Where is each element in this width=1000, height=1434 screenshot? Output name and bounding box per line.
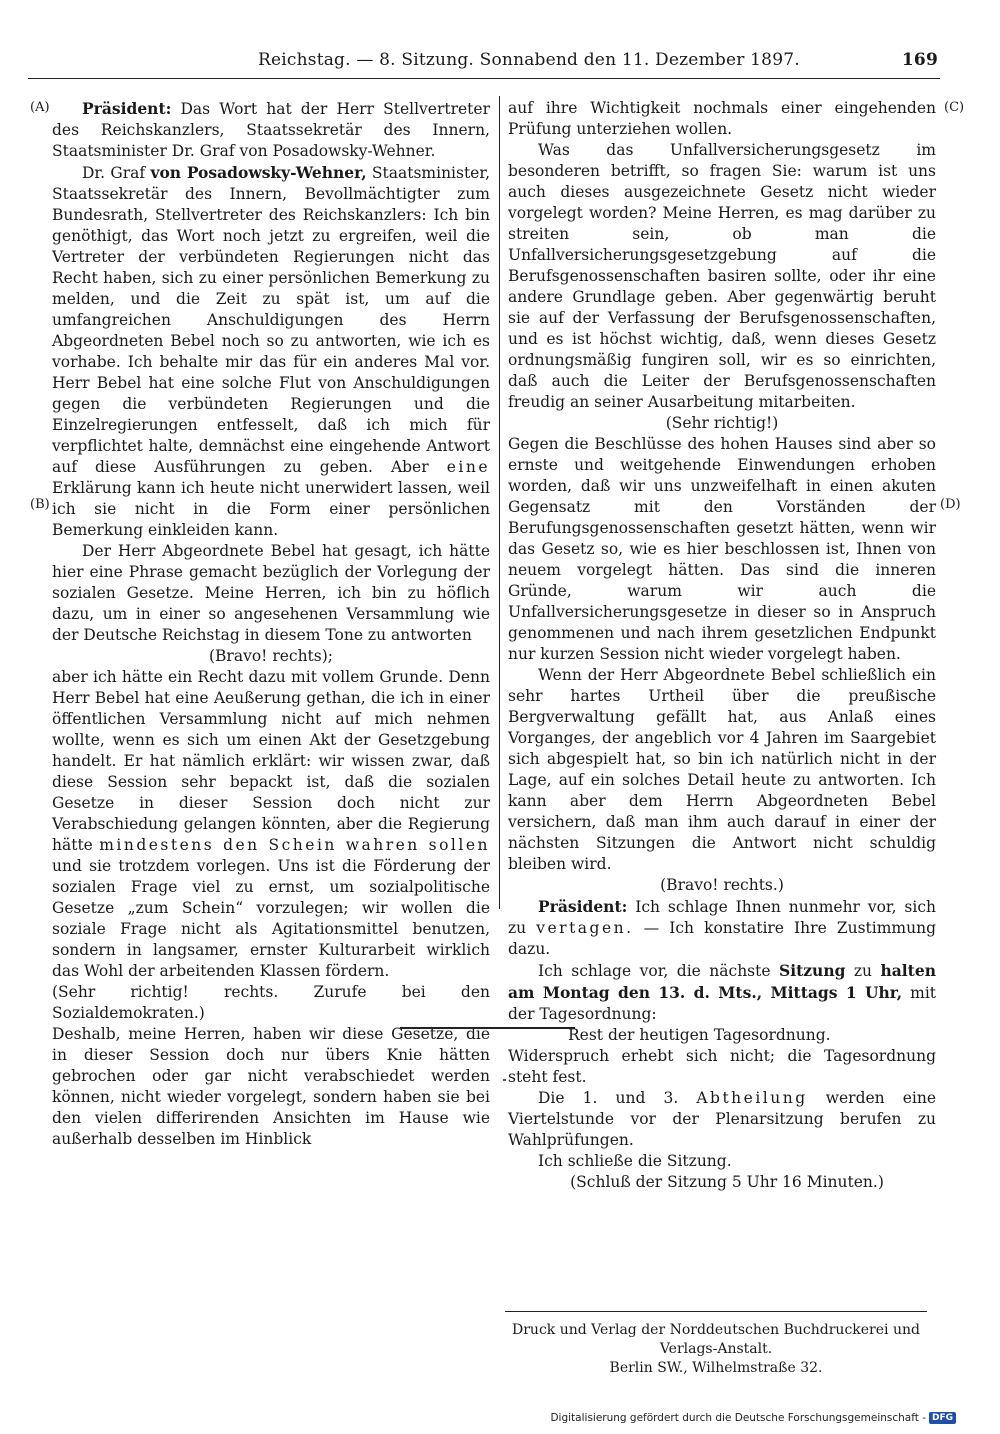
footer-text: Digitalisierung gefördert durch die Deutsche Forschungsgemeinschaft - [550,1412,926,1424]
print-speck [503,1079,506,1081]
paragraph: Die 1. und 3. Abtheilung werden eine Viertelstunde vor der Plenarsitzung berufen zu Wahlprüfungen. [508,1089,936,1149]
margin-mark-d: (D) [940,497,961,512]
column-divider [499,96,500,909]
margin-mark-a: (A) [30,100,50,115]
paragraph: Präsident: Ich schlage Ihnen nunmehr vor, sich zu vertagen. — Ich konstatire Ihre Zustimmung dazu. [508,897,937,958]
emphasis: mindestens den Schein wahren sollen [99,836,490,854]
emphasis: Abtheilung [696,1089,808,1107]
header-rule [28,78,940,79]
paragraph: auf ihre Wichtigkeit nochmals einer eingehenden Prüfung unterziehen wollen. [508,99,936,138]
paragraph: aber ich hätte ein Recht dazu mit vollem Grunde. Denn Herr Bebel hat eine Aeußerung gethan, die ich in einer öffentlichen Versammlung nicht auf mich nehmen wollte, wenn es sich um einen Akt der Gesetzgebung handelt. Er hat nämlich erklärt: wir wissen zwar, daß diese Session sehr bepackt ist, daß die sozialen Gesetze in dieser Session doch nicht zur Verabschiedung gelangen könnten, aber die Regierung hätte mindestens den Schein wahren sollen und sie trotzdem vorlegen. Uns ist die Förderung der sozialen Frage viel zu ernst, um sozialpolitische Gesetze „zum Schein“ vorzulegen; wir wollen die soziale Frage nicht als Agitationsmittel benutzen, sondern in langsamer, ernster Kulturarbeit wirklich das Wohl der arbeitenden Klassen fördern. [52,668,490,980]
running-header [258,50,938,74]
left-column [52,98,490,1150]
margin-mark-c: (C) [944,100,965,115]
interjection: (Bravo! rechts.) [660,876,784,894]
running-title: Reichstag. — 8. Sitzung. Sonnabend den 11. Dezember 1897. [258,50,800,70]
interjection: (Bravo! rechts); [208,647,334,665]
dfg-logo-icon: DFG [929,1412,956,1424]
closing-note: (Schluß der Sitzung 5 Uhr 16 Minuten.) [570,1173,884,1191]
paragraph: Widerspruch erhebt sich nicht; die Tagesordnung steht fest. [508,1047,936,1086]
page-number: 169 [901,50,938,70]
section-separator [400,1027,575,1029]
imprint-line: Berlin SW., Wilhelmstraße 32. [609,1360,823,1376]
paragraph: Der Herr Abgeordnete Bebel hat gesagt, ich hätte hier eine Phrase gemacht bezüglich der Vorlegung der sozialen Gesetze. Meine Herren, ich bin zu höflich dazu, um in einer so angesehenen Versammlung wie der Deutsche Reichstag in diesem Tone zu antworten [52,542,490,644]
interjection: (Sehr richtig! rechts. Zurufe bei den Sozialdemokraten.) [52,983,490,1022]
paragraph: Ich schlage vor, die nächste Sitzung zu halten am Montag den 13. d. Mts., Mittags 1 Uhr, mit der Tagesordnung: [508,961,937,1023]
paragraph: Deshalb, meine Herren, haben wir diese Gesetze, die in dieser Session doch nur übers Knie hätten gebrochen oder gar nicht verabschiedet werden können, nicht wieder vorgelegt, sondern haben sie bei den vielen differirenden Ansichten im Hause wie außerhalb desselben im Hinblick [52,1025,490,1148]
emphasis: eine [446,458,490,476]
emphasis: vertagen. [536,919,634,937]
speaker-name: von Posadowsky-Wehner, [150,163,367,182]
paragraph: Gegen die Beschlüsse des hohen Hauses sind aber so ernste und weitgehende Einwendungen erhoben worden, daß wir uns unzweifelhaft in einen akuten Gegensatz mit den Vorständen der Berufungsgenossenschaften gesetzt hätten, wenn wir das Gesetz so, wie es hier beschlossen ist, Ihnen von neuem vorgelegt hätten. Das sind die inneren Gründe, warum wir auch die Unfallversicherungsgesetze in dieser so in Anspruch genommenen und nach ihrem gesetzlichen Endpunkt nur kurzen Session nicht wieder vorgelegt haben. [508,435,936,663]
margin-mark-b: (B) [30,497,50,512]
speaker-name: Präsident: [538,897,628,916]
agenda-item: Rest der heutigen Tagesordnung. [568,1026,831,1044]
imprint-rule [505,1311,927,1312]
printer-imprint [505,1321,927,1378]
interjection: (Sehr richtig!) [665,414,779,432]
paragraph: Wenn der Herr Abgeordnete Bebel schließlich ein sehr hartes Urtheil über die preußische Bergverwaltung gefällt hat, aus Anlaß eines Vorganges, der angeblich vor 4 Jahren im Saargebiet sich abgespielt hat, so bin ich natürlich nicht in der Lage, auf ein solches Detail heute zu antworten. Ich kann aber dem Herrn Abgeordneten Bebel versichern, daß man ihm auch darauf in einer der nächsten Sitzungen die Antwort nicht schuldig bleiben wird. [508,666,936,873]
paragraph: Was das Unfallversicherungsgesetz im besonderen betrifft, so fragen Sie: warum ist uns auch dieses ausgezeichnete Gesetz nicht wieder vorgelegt worden? Meine Herren, es mag darüber zu streiten sein, ob man die Unfallversicherungsgesetzgebung auf die Berufsgenossenschaften basiren sollte, oder ihr eine andere Grundlage geben. Aber gegenwärtig beruht sie auf der Verfassung der Berufsgenossenschaften, und es ist höchst wichtig, daß, wenn dieses Gesetz ordnungsmäßig fungiren soll, wir es so einrichten, daß auch die Leiter der Berufsgenossenschaften freudig an seiner Ausarbeitung mitarbeiten. [508,141,936,411]
paragraph: Ich schließe die Sitzung. [538,1152,732,1170]
speaker-name: Präsident: [82,99,172,118]
paragraph: Präsident: Das Wort hat der Herr Stellvertreter des Reichskanzlers, Staatssekretär des Innern, Staatsminister Dr. Graf von Posadowsky-Wehner. [52,99,490,160]
paragraph: Dr. Graf von Posadowsky-Wehner, Staatsminister, Staatssekretär des Innern, Bevollmächtigter zum Bundesrath, Stellvertreter des Reichskanzlers: Ich bin genöthigt, das Wort noch jetzt zu ergreifen, weil die Vertreter der verbündeten Regierungen nicht das Recht haben, sich zu einer persönlichen Bemerkung zu melden, und die Zeit zu spät ist, um auf die umfangreichen Anschuldigungen des Herrn Abgeordneten Bebel noch so zu antworten, wie ich es vorhabe. Ich behalte mir das für ein anderes Mal vor. Herr Bebel hat eine solche Flut von Anschuldigungen gegen die verbündeten Regierungen und die Einzelregierungen entfesselt, daß ich mich für verpflichtet halte, demnächst eine eingehende Antwort auf diese Ausführungen zu geben. Aber eine Erklärung kann ich heute nicht unerwidert lassen, weil ich sie nicht in die Form einer persönlichen Bemerkung einkleiden kann. [52,163,490,539]
digitization-footer [550,1412,956,1424]
imprint-line: Druck und Verlag der Norddeutschen Buchdruckerei und Verlags-Anstalt. [512,1322,920,1357]
